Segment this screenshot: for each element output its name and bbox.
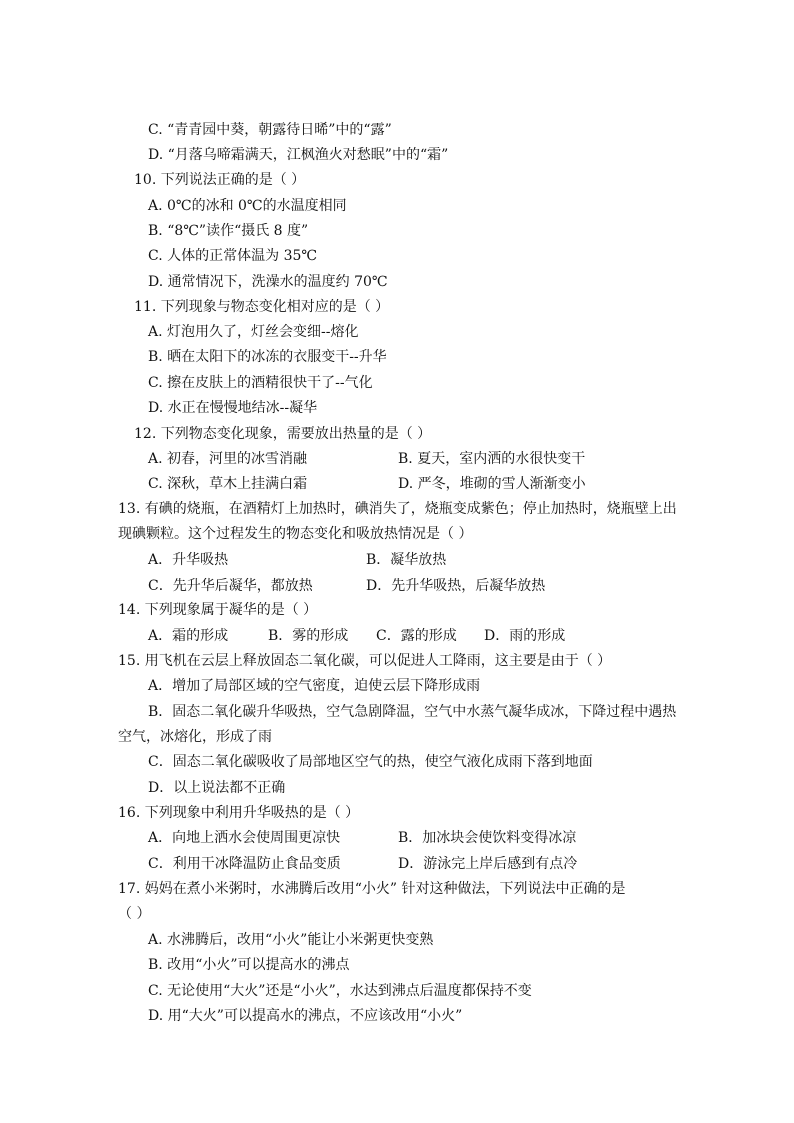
q16-stem: 16. 下列现象中利用升华吸热的是（ ） [118,805,360,821]
q14-option-a: A．霜的形成 [148,628,229,644]
q13-stem-line2: 现碘颗粒。这个过程发生的物态变化和吸放热情况是（ ） [118,526,473,542]
q15-stem: 15. 用飞机在云层上释放固态二氧化碳，可以促进人工降雨，这主要是由于（ ） [118,653,612,669]
q13-option-d: D．先升华吸热，后凝华放热 [366,578,546,594]
q12-option-c: C. 深秋，草木上挂满白霜 [148,476,308,492]
q14-stem: 14. 下列现象属于凝华的是（ ） [118,602,318,618]
q17-option-c: C. 无论使用“大火”还是“小火”，水达到沸点后温度都保持不变 [148,983,532,999]
q14-option-b: B．雾的形成 [268,628,349,644]
q14-option-c: C．露的形成 [376,628,457,644]
q9-option-d: D. “月落乌啼霜满天，江枫渔火对愁眠”中的“霜” [148,147,449,163]
q12-stem: 12. 下列物态变化现象，需要放出热量的是（ ） [134,426,432,442]
q16-option-a: A．向地上洒水会使周围更凉快 [148,830,341,846]
q13-stem-line1: 13. 有碘的烧瓶，在酒精灯上加热时，碘消失了，烧瓶变成紫色；停止加热时，烧瓶壁上出 [118,501,677,517]
q15-option-d: D．以上说法都不正确 [148,780,286,796]
q10-option-a: A. 0℃的冰和 0℃的水温度相同 [148,198,347,214]
q12-option-b: B. 夏天，室内洒的水很快变干 [398,451,586,467]
q12-option-a: A. 初春，河里的冰雪消融 [148,451,308,467]
q17-stem-line2: （ ） [118,906,151,922]
q14-option-d: D．雨的形成 [484,628,566,644]
q13-option-b: B．凝华放热 [366,552,447,568]
q17-option-d: D. 用“大火”可以提高水的沸点，不应该改用“小火” [148,1008,463,1024]
q10-option-d: D. 通常情况下，洗澡水的温度约 70℃ [148,274,388,290]
q13-option-c: C．先升华后凝华，都放热 [148,578,313,594]
q12-option-d: D. 严冬，堆砌的雪人渐渐变小 [398,476,586,492]
q11-option-b: B. 晒在太阳下的冰冻的衣服变干--升华 [148,349,387,365]
q15-option-c: C．固态二氧化碳吸收了局部地区空气的热，使空气液化成雨下落到地面 [148,754,593,770]
q10-stem: 10. 下列说法正确的是（ ） [134,172,306,188]
q15-option-b-line1: B．固态二氧化碳升华吸热，空气急剧降温，空气中水蒸气凝华成冰，下降过程中遇热 [148,704,677,720]
q11-option-a: A. 灯泡用久了，灯丝会变细--熔化 [148,324,359,340]
q9-option-c: C. “青青园中葵，朝露待日晞”中的“露” [148,122,392,138]
q17-option-b: B. 改用“小火”可以提高水的沸点 [148,957,350,973]
q15-option-b-line2: 空气，冰熔化，形成了雨 [118,729,272,745]
q16-option-b: B．加冰块会使饮料变得冰凉 [398,830,577,846]
q17-option-a: A. 水沸腾后，改用“小火”能让小米粥更快变熟 [148,932,434,948]
q11-option-c: C. 擦在皮肤上的酒精很快干了--气化 [148,375,373,391]
q17-stem-line1: 17. 妈妈在煮小米粥时，水沸腾后改用“小火” 针对这种做法，下列说法中正确的是 [118,881,626,897]
q16-option-c: C．利用干冰降温防止食品变质 [148,856,341,872]
q15-option-a: A．增加了局部区域的空气密度，迫使云层下降形成雨 [148,678,481,694]
q10-option-c: C. 人体的正常体温为 35℃ [148,248,318,264]
q16-option-d: D．游泳完上岸后感到有点冷 [398,856,578,872]
q11-stem: 11. 下列现象与物态变化相对应的是（ ） [134,299,390,315]
q10-option-b: B. “8℃”读作“摄氏 8 度” [148,223,309,239]
q11-option-d: D. 水正在慢慢地结冰--凝华 [148,400,318,416]
q13-option-a: A．升华吸热 [148,552,229,568]
